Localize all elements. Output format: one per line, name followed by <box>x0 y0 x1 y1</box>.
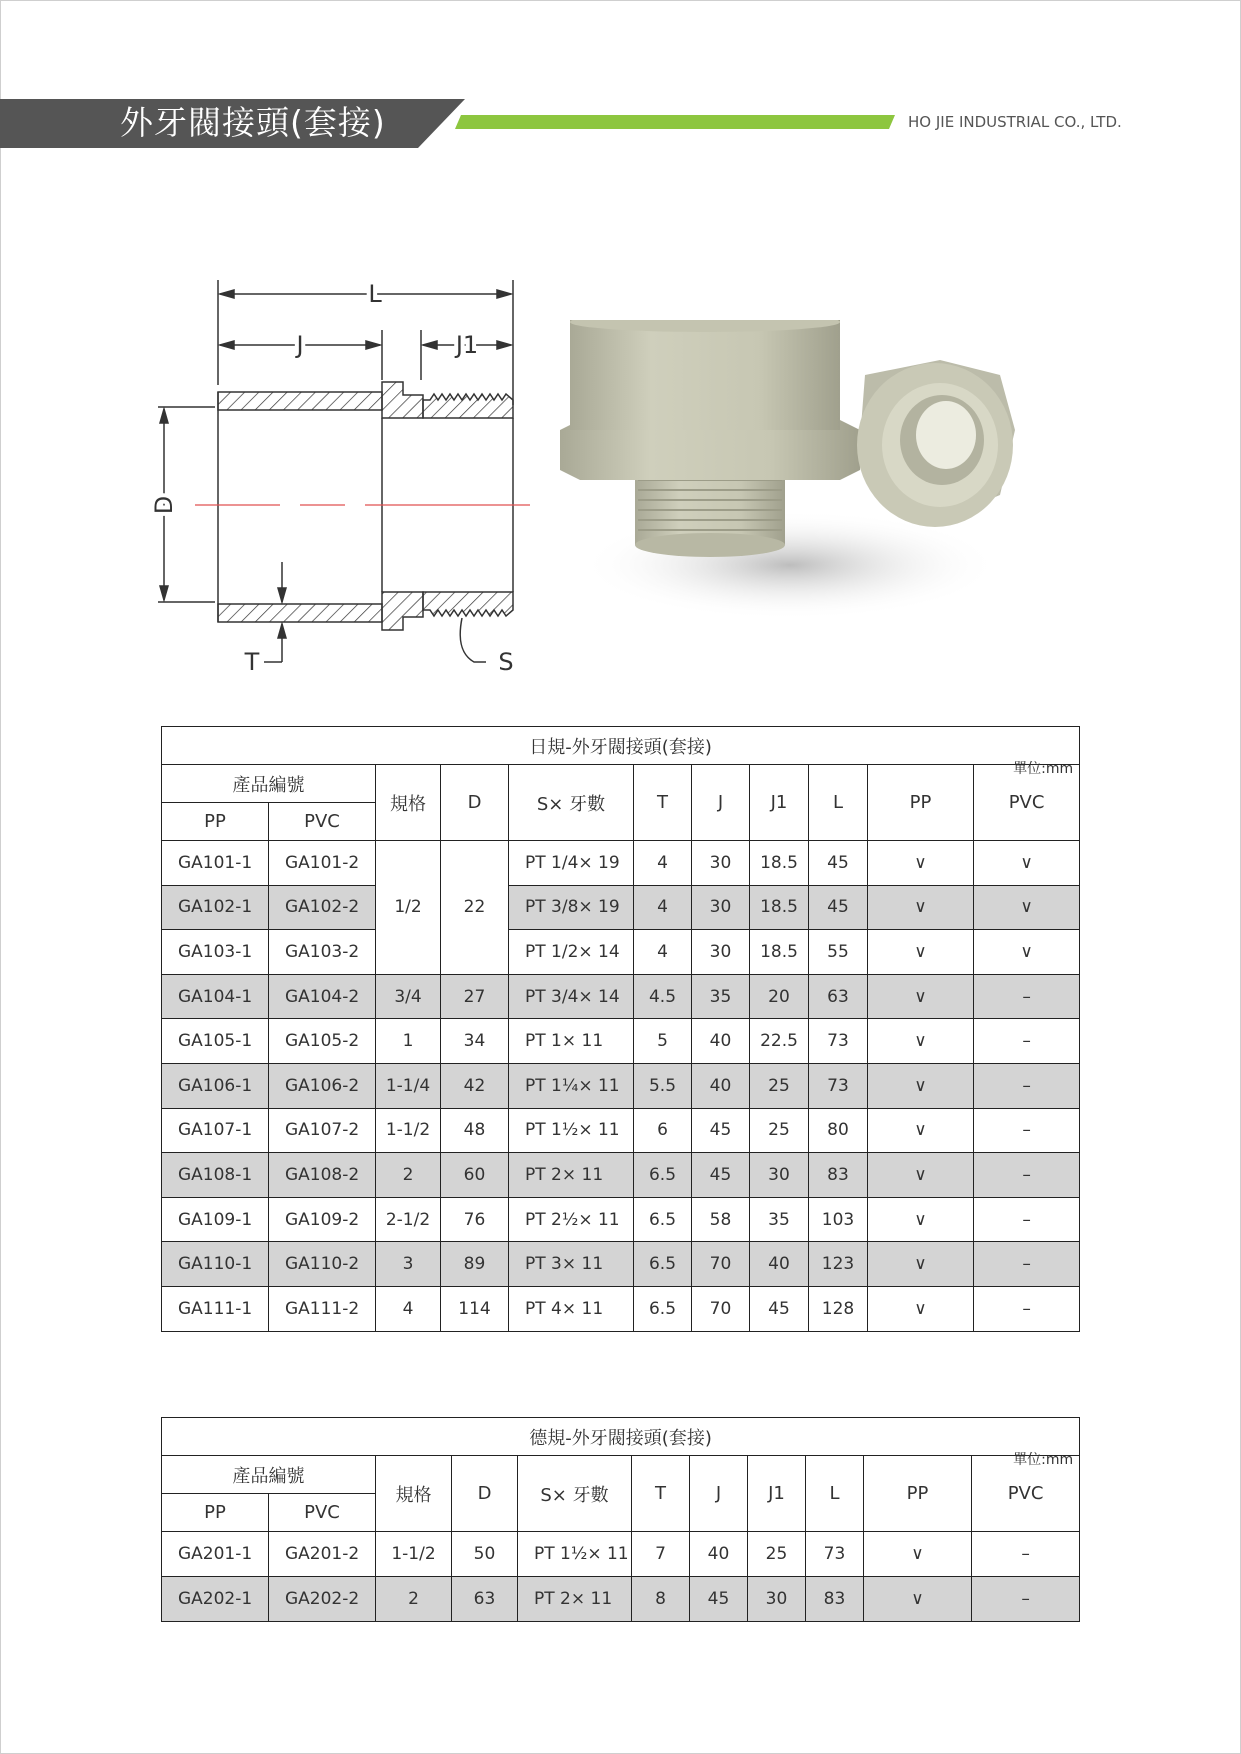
header-j: J <box>690 1456 748 1532</box>
l-cell: 103 <box>809 1197 868 1242</box>
pp-code-cell: GA111-1 <box>162 1286 269 1331</box>
pvc-code-cell: GA111-2 <box>269 1286 376 1331</box>
header-t: T <box>634 765 692 841</box>
j1-cell: 35 <box>750 1197 809 1242</box>
j-cell: 45 <box>690 1577 748 1622</box>
pp-code-cell: GA101-1 <box>162 841 269 886</box>
j-cell: 30 <box>692 930 750 975</box>
l-cell: 73 <box>806 1532 864 1577</box>
pvc-availability-cell: – <box>974 1153 1080 1198</box>
pp-availability-cell: ∨ <box>868 1019 974 1064</box>
j1-cell: 45 <box>750 1286 809 1331</box>
pp-code-cell: GA202-1 <box>162 1577 269 1622</box>
size-cell: 4 <box>376 1286 441 1331</box>
pp-code-cell: GA102-1 <box>162 885 269 930</box>
label-T: T <box>244 648 260 676</box>
header-size: 規格 <box>376 765 441 841</box>
spec-table-din <box>161 1417 1080 1622</box>
j1-cell: 20 <box>750 974 809 1019</box>
size-cell: 3/4 <box>376 974 441 1019</box>
d-cell: 48 <box>441 1108 509 1153</box>
size-cell: 2 <box>376 1577 452 1622</box>
j1-cell: 30 <box>748 1577 806 1622</box>
pp-code-cell: GA105-1 <box>162 1019 269 1064</box>
j1-cell: 40 <box>750 1242 809 1287</box>
pp-availability-cell: ∨ <box>864 1577 972 1622</box>
pvc-code-cell: GA107-2 <box>269 1108 376 1153</box>
pvc-code-cell: GA106-2 <box>269 1063 376 1108</box>
pp-availability-cell: ∨ <box>864 1532 972 1577</box>
header-d: D <box>452 1456 518 1532</box>
pp-code-cell: GA201-1 <box>162 1532 269 1577</box>
j-cell: 30 <box>692 841 750 886</box>
l-cell: 63 <box>809 974 868 1019</box>
header-pp: PP <box>864 1456 972 1532</box>
pvc-code-cell: GA202-2 <box>269 1577 376 1622</box>
j1-cell: 22.5 <box>750 1019 809 1064</box>
pp-code-cell: GA107-1 <box>162 1108 269 1153</box>
thread-cell: PT 1½× 11 <box>518 1532 632 1577</box>
pvc-code-cell: GA108-2 <box>269 1153 376 1198</box>
j-cell: 70 <box>692 1286 750 1331</box>
l-cell: 73 <box>809 1019 868 1064</box>
table-row <box>162 1197 1080 1242</box>
header-t: T <box>632 1456 690 1532</box>
pp-availability-cell: ∨ <box>868 1108 974 1153</box>
table-row <box>162 930 1080 975</box>
table-row <box>162 1108 1080 1153</box>
header-product-code: 產品編號 <box>162 1456 376 1494</box>
j1-cell: 25 <box>748 1532 806 1577</box>
pvc-availability-cell: – <box>974 1197 1080 1242</box>
header-d: D <box>441 765 509 841</box>
pp-availability-cell: ∨ <box>868 1286 974 1331</box>
pp-availability-cell: ∨ <box>868 885 974 930</box>
j-cell: 30 <box>692 885 750 930</box>
header-pp-code: PP <box>162 1494 269 1532</box>
header-thread: S× 牙數 <box>509 765 634 841</box>
j-cell: 58 <box>692 1197 750 1242</box>
pvc-availability-cell: – <box>972 1577 1080 1622</box>
j1-cell: 18.5 <box>750 841 809 886</box>
t-cell: 6.5 <box>634 1197 692 1242</box>
header-l: L <box>809 765 868 841</box>
d-cell: 22 <box>441 841 509 975</box>
table-row <box>162 841 1080 886</box>
j-cell: 45 <box>692 1153 750 1198</box>
t-cell: 4 <box>634 930 692 975</box>
pp-code-cell: GA103-1 <box>162 930 269 975</box>
label-D: D <box>150 495 178 515</box>
thread-cell: PT 1½× 11 <box>509 1108 634 1153</box>
t-cell: 6.5 <box>634 1286 692 1331</box>
pp-availability-cell: ∨ <box>868 1153 974 1198</box>
l-cell: 83 <box>806 1577 864 1622</box>
pp-availability-cell: ∨ <box>868 930 974 975</box>
pp-code-cell: GA108-1 <box>162 1153 269 1198</box>
pvc-code-cell: GA105-2 <box>269 1019 376 1064</box>
unit-label: 單位:mm <box>1013 761 1074 777</box>
table-row <box>162 1532 1080 1577</box>
j-cell: 40 <box>692 1063 750 1108</box>
l-cell: 45 <box>809 885 868 930</box>
header-size: 規格 <box>376 1456 452 1532</box>
d-cell: 63 <box>452 1577 518 1622</box>
header-pvc-code: PVC <box>269 1494 376 1532</box>
d-cell: 89 <box>441 1242 509 1287</box>
t-cell: 6.5 <box>634 1242 692 1287</box>
pvc-availability-cell: – <box>974 1108 1080 1153</box>
label-J: J <box>296 331 304 359</box>
d-cell: 27 <box>441 974 509 1019</box>
pvc-availability-cell: – <box>974 1063 1080 1108</box>
j-cell: 35 <box>692 974 750 1019</box>
label-S: S <box>498 648 514 676</box>
t-cell: 4.5 <box>634 974 692 1019</box>
header-pp-code: PP <box>162 803 269 841</box>
pvc-code-cell: GA109-2 <box>269 1197 376 1242</box>
pp-availability-cell: ∨ <box>868 841 974 886</box>
size-cell: 2-1/2 <box>376 1197 441 1242</box>
pvc-availability-cell: – <box>974 1019 1080 1064</box>
header-pvc: PVC <box>974 765 1080 841</box>
pvc-code-cell: GA103-2 <box>269 930 376 975</box>
pp-code-cell: GA109-1 <box>162 1197 269 1242</box>
size-cell: 1-1/2 <box>376 1108 441 1153</box>
table-row <box>162 1577 1080 1622</box>
accent-bar <box>455 115 895 129</box>
page-title: 外牙閥接頭(套接) <box>120 103 386 142</box>
table-row <box>162 1019 1080 1064</box>
t-cell: 5.5 <box>634 1063 692 1108</box>
table-row <box>162 1286 1080 1331</box>
label-J1: J1 <box>455 331 479 359</box>
table-row <box>162 1063 1080 1108</box>
thread-cell: PT 2× 11 <box>518 1577 632 1622</box>
thread-cell: PT 1¼× 11 <box>509 1063 634 1108</box>
d-cell: 50 <box>452 1532 518 1577</box>
thread-cell: PT 1× 11 <box>509 1019 634 1064</box>
size-cell: 1 <box>376 1019 441 1064</box>
company-name: HO JIE INDUSTRIAL CO., LTD. <box>908 113 1122 131</box>
l-cell: 55 <box>809 930 868 975</box>
j1-cell: 30 <box>750 1153 809 1198</box>
j1-cell: 18.5 <box>750 885 809 930</box>
d-cell: 114 <box>441 1286 509 1331</box>
size-cell: 1/2 <box>376 841 441 975</box>
pp-availability-cell: ∨ <box>868 1242 974 1287</box>
pvc-availability-cell: – <box>974 974 1080 1019</box>
header-j1: J1 <box>748 1456 806 1532</box>
pvc-availability-cell: – <box>972 1532 1080 1577</box>
pvc-availability-cell: – <box>974 1242 1080 1287</box>
thread-cell: PT 2× 11 <box>509 1153 634 1198</box>
pvc-availability-cell: ∨ <box>974 885 1080 930</box>
pvc-code-cell: GA104-2 <box>269 974 376 1019</box>
table-row <box>162 1242 1080 1287</box>
thread-cell: PT 2½× 11 <box>509 1197 634 1242</box>
t-cell: 4 <box>634 885 692 930</box>
t-cell: 6.5 <box>634 1153 692 1198</box>
t-cell: 8 <box>632 1577 690 1622</box>
pp-availability-cell: ∨ <box>868 1063 974 1108</box>
table-title: 日規-外牙閥接頭(套接) 單位:mm <box>162 727 1080 765</box>
j-cell: 70 <box>692 1242 750 1287</box>
t-cell: 4 <box>634 841 692 886</box>
header-thread: S× 牙數 <box>518 1456 632 1532</box>
l-cell: 80 <box>809 1108 868 1153</box>
pvc-availability-cell: – <box>974 1286 1080 1331</box>
t-cell: 6 <box>634 1108 692 1153</box>
header-product-code: 產品編號 <box>162 765 376 803</box>
table-row <box>162 974 1080 1019</box>
thread-cell: PT 1/4× 19 <box>509 841 634 886</box>
pvc-availability-cell: ∨ <box>974 841 1080 886</box>
spec-table-jis <box>161 726 1080 1332</box>
pvc-code-cell: GA201-2 <box>269 1532 376 1577</box>
table-row <box>162 885 1080 930</box>
d-cell: 42 <box>441 1063 509 1108</box>
size-cell: 2 <box>376 1153 441 1198</box>
l-cell: 45 <box>809 841 868 886</box>
j-cell: 40 <box>692 1019 750 1064</box>
thread-cell: PT 3/8× 19 <box>509 885 634 930</box>
pvc-code-cell: GA101-2 <box>269 841 376 886</box>
t-cell: 5 <box>634 1019 692 1064</box>
label-L: L <box>368 280 382 308</box>
size-cell: 3 <box>376 1242 441 1287</box>
table-title: 德規-外牙閥接頭(套接) 單位:mm <box>162 1418 1080 1456</box>
pp-code-cell: GA106-1 <box>162 1063 269 1108</box>
table-row <box>162 1153 1080 1198</box>
l-cell: 128 <box>809 1286 868 1331</box>
thread-cell: PT 3/4× 14 <box>509 974 634 1019</box>
thread-cell: PT 4× 11 <box>509 1286 634 1331</box>
d-cell: 34 <box>441 1019 509 1064</box>
thread-cell: PT 3× 11 <box>509 1242 634 1287</box>
j1-cell: 18.5 <box>750 930 809 975</box>
header-pvc-code: PVC <box>269 803 376 841</box>
thread-cell: PT 1/2× 14 <box>509 930 634 975</box>
d-cell: 60 <box>441 1153 509 1198</box>
j-cell: 40 <box>690 1532 748 1577</box>
pp-availability-cell: ∨ <box>868 1197 974 1242</box>
pp-code-cell: GA104-1 <box>162 974 269 1019</box>
header-pvc: PVC <box>972 1456 1080 1532</box>
d-cell: 76 <box>441 1197 509 1242</box>
unit-label: 單位:mm <box>1013 1452 1074 1468</box>
technical-drawing <box>140 270 540 680</box>
pvc-code-cell: GA110-2 <box>269 1242 376 1287</box>
header-l: L <box>806 1456 864 1532</box>
size-cell: 1-1/2 <box>376 1532 452 1577</box>
header-j1: J1 <box>750 765 809 841</box>
l-cell: 73 <box>809 1063 868 1108</box>
j1-cell: 25 <box>750 1063 809 1108</box>
pp-availability-cell: ∨ <box>868 974 974 1019</box>
size-cell: 1-1/4 <box>376 1063 441 1108</box>
pvc-availability-cell: ∨ <box>974 930 1080 975</box>
pvc-code-cell: GA102-2 <box>269 885 376 930</box>
j-cell: 45 <box>692 1108 750 1153</box>
header-pp: PP <box>868 765 974 841</box>
t-cell: 7 <box>632 1532 690 1577</box>
product-photo <box>560 320 1080 640</box>
pp-code-cell: GA110-1 <box>162 1242 269 1287</box>
l-cell: 83 <box>809 1153 868 1198</box>
header-j: J <box>692 765 750 841</box>
l-cell: 123 <box>809 1242 868 1287</box>
j1-cell: 25 <box>750 1108 809 1153</box>
